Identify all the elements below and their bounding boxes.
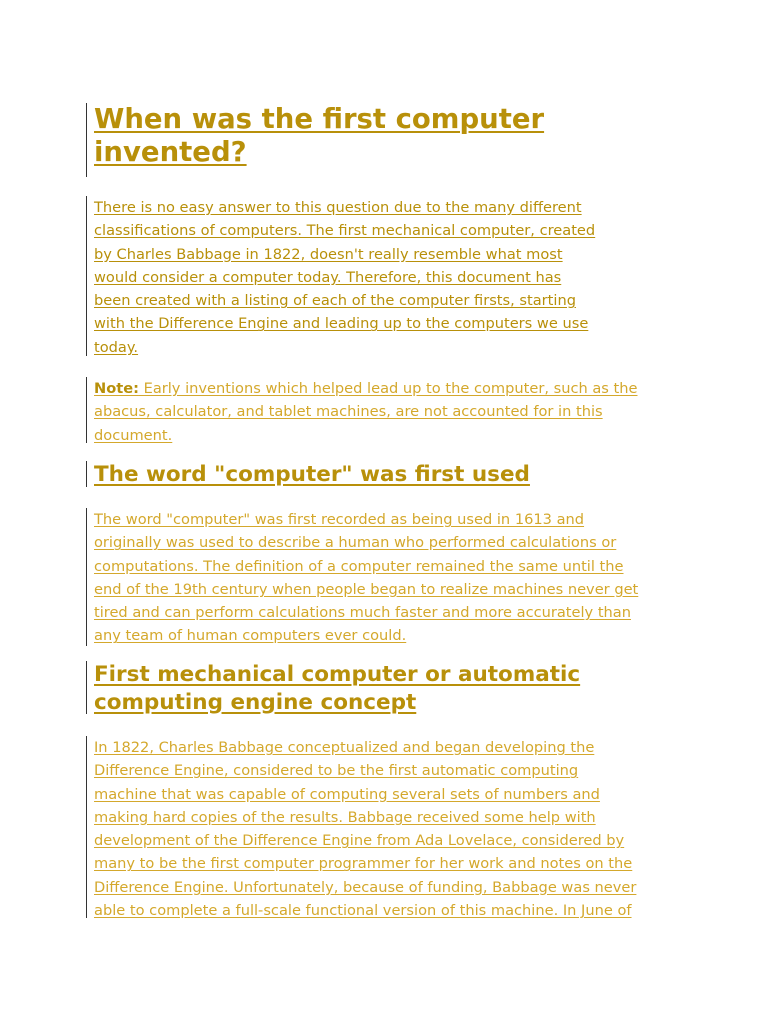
section2-heading-line-2: computing engine concept [94, 689, 417, 715]
page-title-line-1: When was the first computer [94, 103, 545, 135]
page-title-line-2: invented? [94, 136, 247, 168]
note-first-line [94, 377, 686, 400]
section1-heading[interactable]: The word "computer" was first used [94, 462, 530, 487]
note-label: Note: [94, 380, 139, 397]
section2-line: Difference Engine. Unfortunately, because of funding, Babbage was never [94, 878, 637, 896]
intro-line: been created with a listing of each of the computer firsts, starting [94, 292, 576, 310]
section2-line: Difference Engine, considered to be the first automatic computing [94, 762, 579, 780]
section1-line: originally was used to describe a human who performed calculations or [94, 534, 617, 552]
section2-line: many to be the first computer programmer for her work and notes on the [94, 855, 633, 873]
note-line: document. [94, 426, 173, 444]
note-line: abacus, calculator, and tablet machines, are not accounted for in this [94, 403, 603, 421]
section1-heading-block [86, 461, 586, 487]
intro-block [86, 196, 686, 356]
section1-line: The word "computer" was first recorded as being used in 1613 and [94, 511, 585, 528]
note-first-line-text: Early inventions which helped lead up to the computer, such as the [138, 380, 638, 397]
note-paragraph[interactable] [94, 377, 686, 447]
section1-line: end of the 19th century when people began to realize machines never get [94, 580, 639, 598]
intro-line: today. [94, 338, 139, 356]
intro-line: by Charles Babbage in 1822, doesn't really resemble what most [94, 245, 563, 263]
section2-line: development of the Difference Engine from Ada Lovelace, considered by [94, 832, 625, 850]
section2-paragraph[interactable] [94, 736, 686, 922]
section1-body-block [86, 508, 686, 646]
section2-line: In 1822, Charles Babbage conceptualized and began developing the [94, 739, 595, 756]
intro-line: would consider a computer today. Therefore, this document has [94, 268, 562, 286]
section1-line: any team of human computers ever could. [94, 627, 407, 645]
section2-line: making hard copies of the results. Babbage received some help with [94, 808, 596, 826]
section1-line: tired and can perform calculations much faster and more accurately than [94, 604, 631, 622]
section2-heading[interactable] [94, 661, 646, 716]
section1-line: computations. The definition of a computer remained the same until the [94, 557, 624, 575]
section2-body-block [86, 736, 686, 918]
intro-line: classifications of computers. The first mechanical computer, created [94, 222, 596, 240]
intro-line: with the Difference Engine and leading up to the computers we use [94, 315, 589, 333]
section1-paragraph[interactable] [94, 508, 686, 648]
section2-line: able to complete a full-scale functional version of this machine. In June of [94, 902, 632, 920]
page-title[interactable] [94, 103, 646, 169]
note-block [86, 377, 686, 443]
intro-line: There is no easy answer to this question due to the many different [94, 199, 582, 216]
main-title-block [86, 103, 646, 177]
section2-line: machine that was capable of computing several sets of numbers and [94, 785, 600, 803]
section2-heading-block [86, 661, 646, 714]
section2-heading-line-1: First mechanical computer or automatic [94, 662, 581, 687]
intro-paragraph[interactable] [94, 196, 686, 359]
